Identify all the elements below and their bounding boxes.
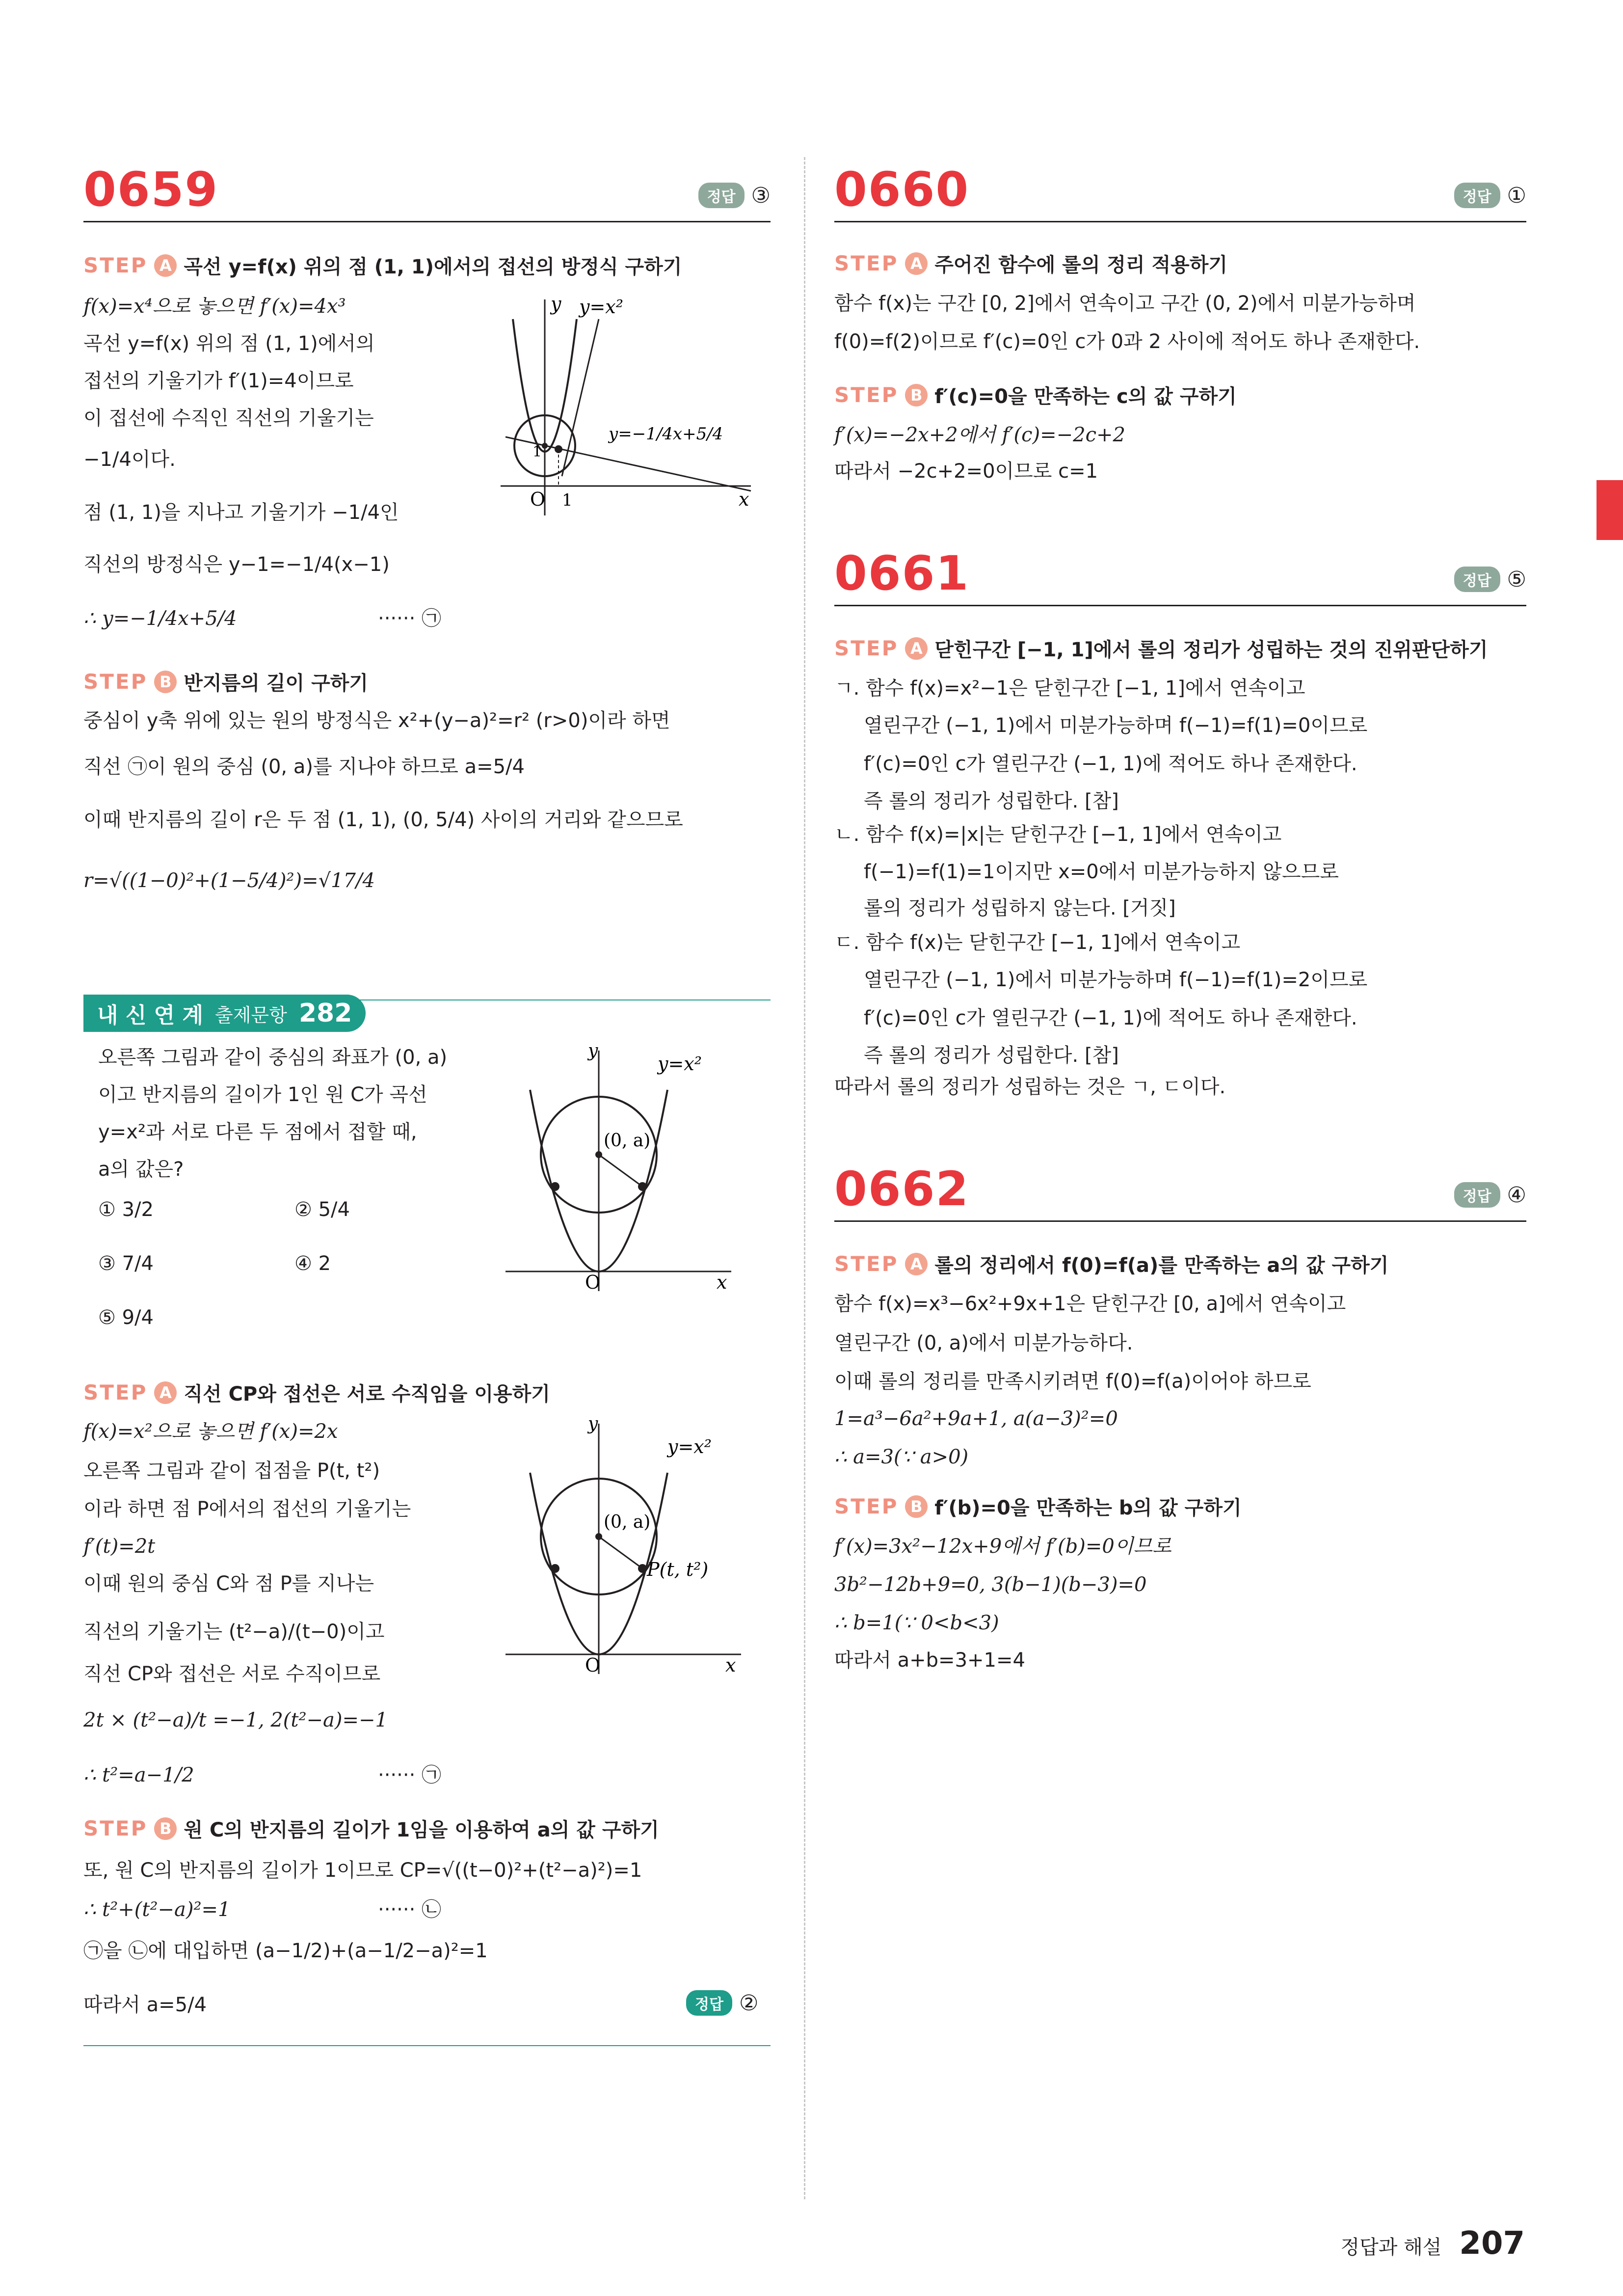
column-divider bbox=[804, 157, 805, 2199]
origin-label: O bbox=[585, 1654, 601, 1676]
text-line: 직선 ㉠이 원의 중심 (0, a)를 지나야 하므로 a=5/4 bbox=[83, 756, 525, 778]
step-b-heading bbox=[83, 1814, 659, 1842]
step-b-heading bbox=[83, 668, 368, 696]
step-b-heading bbox=[834, 1492, 1242, 1520]
text-line: 열린구간 (−1, 1)에서 미분가능하며 f(−1)=f(1)=0이므로 bbox=[864, 714, 1368, 737]
step-word: STEP bbox=[83, 1816, 148, 1840]
text-line: 이 접선에 수직인 직선의 기울기는 bbox=[83, 407, 374, 430]
text-line: 직선의 기울기는 (t²−a)/(t−0)이고 bbox=[83, 1621, 385, 1643]
header-rule bbox=[834, 1220, 1526, 1222]
step-word: STEP bbox=[834, 1494, 899, 1518]
answer-value: ① bbox=[1507, 183, 1526, 208]
step-letter: A bbox=[905, 1253, 928, 1275]
answer-label: 정답 bbox=[698, 183, 745, 208]
problem-header bbox=[834, 546, 1526, 605]
step-a-heading bbox=[83, 1378, 550, 1406]
choice-1[interactable]: ① 3/2 bbox=[98, 1198, 154, 1221]
step-letter: B bbox=[905, 1495, 928, 1518]
step-title: f′(b)=0을 만족하는 b의 값 구하기 bbox=[934, 1497, 1242, 1519]
step-title: 곡선 y=f(x) 위의 점 (1, 1)에서의 접선의 방정식 구하기 bbox=[184, 256, 682, 278]
answer-box bbox=[1454, 183, 1526, 208]
section-end-rule bbox=[83, 2045, 771, 2046]
equation-line: ∴ t²+(t²−a)²=1 bbox=[83, 1898, 231, 1921]
step-letter: B bbox=[154, 671, 177, 693]
line-label: y=−1/4x+5/4 bbox=[609, 424, 723, 444]
text-line: f′(t)=2t bbox=[83, 1535, 156, 1558]
equation-tag: ······ ㉡ bbox=[378, 1898, 442, 1921]
equation-line: ∴ t²=a−1/2 bbox=[83, 1764, 194, 1786]
footer-label: 정답과 해설 bbox=[1340, 2236, 1442, 2259]
equation-line: f′(x)=−2x+2에서 f′(c)=−2c+2 bbox=[834, 424, 1126, 446]
answer-label: 정답 bbox=[1454, 567, 1500, 592]
y-axis-label: y bbox=[551, 293, 561, 315]
x-axis-label: x bbox=[739, 488, 749, 510]
step-title: 주어진 함수에 롤의 정리 적용하기 bbox=[934, 254, 1228, 276]
x-axis-label: x bbox=[717, 1271, 727, 1293]
text-line: 즉 롤의 정리가 성립한다. [참] bbox=[864, 790, 1119, 812]
text-line: −1/4이다. bbox=[83, 448, 176, 471]
step-word: STEP bbox=[83, 670, 148, 694]
header-rule bbox=[834, 221, 1526, 222]
banner-number: 282 bbox=[298, 999, 352, 1028]
text-line: 중심이 y축 위에 있는 원의 방정식은 x²+(y−a)²=r² (r>0)이라 하면 bbox=[83, 709, 670, 732]
answer-value: ⑤ bbox=[1507, 567, 1526, 592]
answer-label: 정답 bbox=[1454, 1182, 1500, 1208]
equation-line: f′(x)=3x²−12x+9에서 f′(b)=0이므로 bbox=[834, 1535, 1171, 1558]
y-axis-label: y bbox=[588, 1414, 598, 1434]
question-line: a의 값은? bbox=[98, 1158, 184, 1181]
point-label: P(t, t²) bbox=[647, 1559, 709, 1580]
text-line: 따라서 a+b=3+1=4 bbox=[834, 1649, 1025, 1672]
banner-title: 내 신 연 계 bbox=[97, 1003, 203, 1028]
step-a-heading bbox=[834, 1250, 1388, 1278]
banner-subtitle: 출제문항 bbox=[214, 1004, 287, 1026]
equation-line: 2t × (t²−a)/t =−1, 2(t²−a)=−1 bbox=[83, 1709, 388, 1731]
choice-4[interactable]: ④ 2 bbox=[294, 1252, 331, 1275]
equation-line: ∴ b=1(∵ 0<b<3) bbox=[834, 1612, 999, 1634]
origin-label: O bbox=[585, 1271, 601, 1293]
question-line: 오른쪽 그림과 같이 중심의 좌표가 (0, a) bbox=[98, 1046, 448, 1069]
answer-box bbox=[686, 1990, 758, 2016]
text-line: f(0)=f(2)이므로 f′(c)=0인 c가 0과 2 사이에 적어도 하나 존재한다. bbox=[834, 330, 1420, 353]
text-line: f′(c)=0인 c가 열린구간 (−1, 1)에 적어도 하나 존재한다. bbox=[864, 753, 1357, 775]
question-line: y=x²과 서로 다른 두 점에서 접할 때, bbox=[98, 1121, 417, 1143]
tick-y-label: 1 bbox=[532, 443, 542, 460]
step-letter: A bbox=[905, 252, 928, 275]
equation-tag: ······ ㉠ bbox=[378, 1764, 442, 1786]
answer-box bbox=[1454, 1182, 1526, 1208]
answer-label: 정답 bbox=[1454, 183, 1500, 208]
step-word: STEP bbox=[834, 383, 899, 407]
equation-tag: ······ ㉠ bbox=[378, 607, 442, 630]
step-b-heading bbox=[834, 381, 1237, 409]
answer-label: 정답 bbox=[686, 1990, 732, 2016]
answer-value: ④ bbox=[1507, 1182, 1526, 1208]
curve-label: y=x² bbox=[667, 1436, 712, 1458]
text-line: 열린구간 (0, a)에서 미분가능하다. bbox=[834, 1332, 1133, 1354]
answer-box bbox=[1454, 567, 1526, 592]
problem-number: 0662 bbox=[834, 1162, 970, 1216]
choice-2[interactable]: ② 5/4 bbox=[294, 1198, 350, 1221]
naesin-banner bbox=[83, 995, 366, 1032]
tick-x-label: 1 bbox=[562, 490, 573, 510]
text-line: ㄷ. 함수 f(x)는 닫힌구간 [−1, 1]에서 연속이고 bbox=[834, 931, 1241, 954]
text-line: 이라 하면 점 P에서의 접선의 기울기는 bbox=[83, 1498, 411, 1520]
header-rule bbox=[834, 605, 1526, 606]
problem-header bbox=[834, 162, 1526, 221]
text-line: ㄴ. 함수 f(x)=|x|는 닫힌구간 [−1, 1]에서 연속이고 bbox=[834, 823, 1282, 846]
step-a-heading bbox=[834, 249, 1227, 277]
curve-label: y=x² bbox=[658, 1053, 702, 1075]
page-footer bbox=[1340, 2225, 1525, 2262]
text-line: 직선 CP와 접선은 서로 수직이므로 bbox=[83, 1663, 381, 1685]
step-letter: B bbox=[154, 1817, 177, 1840]
equation-line: ∴ a=3(∵ a>0) bbox=[834, 1446, 969, 1468]
text-line: 함수 f(x)=x³−6x²+9x+1은 닫힌구간 [0, a]에서 연속이고 bbox=[834, 1293, 1346, 1315]
text-line: 따라서 a=5/4 bbox=[83, 1994, 207, 2016]
step-title: 원 C의 반지름의 길이가 1임을 이용하여 a의 값 구하기 bbox=[184, 1819, 659, 1841]
x-axis-label: x bbox=[725, 1654, 736, 1676]
text-line: 따라서 롤의 정리가 성립하는 것은 ㄱ, ㄷ이다. bbox=[834, 1076, 1226, 1098]
tangent-graph bbox=[486, 290, 761, 520]
text-line: 이때 원의 중심 C와 점 P를 지나는 bbox=[83, 1572, 374, 1595]
y-axis-label: y bbox=[588, 1041, 598, 1061]
text-line: 이때 롤의 정리를 만족시키려면 f(0)=f(a)이어야 하므로 bbox=[834, 1370, 1311, 1393]
answer-value: ② bbox=[739, 1990, 759, 2016]
step-word: STEP bbox=[83, 253, 148, 277]
equation-line: 3b²−12b+9=0, 3(b−1)(b−3)=0 bbox=[834, 1573, 1147, 1596]
choice-5[interactable]: ⑤ 9/4 bbox=[98, 1306, 154, 1329]
text-line: 이때 반지름의 길이 r은 두 점 (1, 1), (0, 5/4) 사이의 거리와 같으므로 bbox=[83, 809, 683, 831]
text-line: 점 (1, 1)을 지나고 기울기가 −1/4인 bbox=[83, 501, 399, 524]
text-line: 오른쪽 그림과 같이 접점을 P(t, t²) bbox=[83, 1459, 380, 1482]
step-title: 롤의 정리에서 f(0)=f(a)를 만족하는 a의 값 구하기 bbox=[934, 1254, 1389, 1277]
problem-number: 0659 bbox=[83, 162, 219, 217]
answer-value: ③ bbox=[751, 183, 771, 208]
step-letter: A bbox=[905, 637, 928, 660]
step-a-heading bbox=[83, 251, 682, 279]
text-line: 또, 원 C의 반지름의 길이가 1이므로 CP=√((t−0)²+(t²−a)²)=1 bbox=[83, 1859, 642, 1882]
equation-line: 1=a³−6a²+9a+1, a(a−3)²=0 bbox=[834, 1407, 1118, 1430]
step-word: STEP bbox=[834, 636, 899, 660]
chapter-tab bbox=[1596, 480, 1623, 540]
step-letter: A bbox=[154, 254, 177, 277]
problem-header bbox=[83, 162, 771, 221]
problem-number: 0660 bbox=[834, 162, 970, 217]
problem-number: 0661 bbox=[834, 546, 970, 601]
text-line: 곡선 y=f(x) 위의 점 (1, 1)에서의 bbox=[83, 332, 375, 355]
text-line: f(x)=x²으로 놓으면 f′(x)=2x bbox=[83, 1420, 338, 1443]
step-word: STEP bbox=[83, 1380, 148, 1405]
text-line: 함수 f(x)는 구간 [0, 2]에서 연속이고 구간 (0, 2)에서 미분가능하며 bbox=[834, 292, 1416, 315]
step-title: f′(c)=0을 만족하는 c의 값 구하기 bbox=[934, 385, 1237, 408]
header-rule bbox=[83, 221, 771, 222]
choice-3[interactable]: ③ 7/4 bbox=[98, 1252, 154, 1275]
text-line: f(x)=x⁴으로 놓으면 f′(x)=4x³ bbox=[83, 295, 346, 318]
text-line: f′(c)=0인 c가 열린구간 (−1, 1)에 적어도 하나 존재한다. bbox=[864, 1007, 1357, 1029]
text-line: 즉 롤의 정리가 성립한다. [참] bbox=[864, 1044, 1119, 1067]
text-line: 롤의 정리가 성립하지 않는다. [거짓] bbox=[864, 897, 1176, 919]
step-letter: A bbox=[154, 1381, 177, 1404]
tangent-point-graph bbox=[501, 1414, 775, 1679]
curve-label: y=x² bbox=[579, 296, 623, 318]
center-label: (0, a) bbox=[604, 1512, 651, 1532]
step-title: 반지름의 길이 구하기 bbox=[184, 672, 368, 695]
text-line: ㄱ. 함수 f(x)=x²−1은 닫힌구간 [−1, 1]에서 연속이고 bbox=[834, 677, 1305, 700]
answer-box bbox=[698, 183, 771, 208]
step-word: STEP bbox=[834, 1252, 899, 1276]
text-line: f(−1)=f(1)=1이지만 x=0에서 미분가능하지 않으므로 bbox=[864, 861, 1339, 883]
text-line: ㉠을 ㉡에 대입하면 (a−1/2)+(a−1/2−a)²=1 bbox=[83, 1940, 488, 1962]
step-title: 직선 CP와 접선은 서로 수직임을 이용하기 bbox=[184, 1383, 550, 1405]
question-line: 이고 반지름의 길이가 1인 원 C가 곡선 bbox=[98, 1083, 427, 1106]
step-letter: B bbox=[905, 384, 928, 406]
equation-line: r=√((1−0)²+(1−5/4)²)=√17/4 bbox=[83, 869, 375, 892]
equation-line: ∴ y=−1/4x+5/4 bbox=[83, 607, 237, 630]
circle-parabola-graph bbox=[501, 1041, 756, 1296]
text-line: 열린구간 (−1, 1)에서 미분가능하며 f(−1)=f(1)=2이므로 bbox=[864, 969, 1368, 991]
center-label: (0, a) bbox=[604, 1131, 651, 1151]
text-line: 접선의 기울기가 f′(1)=4이므로 bbox=[83, 370, 354, 392]
text-line: 따라서 −2c+2=0이므로 c=1 bbox=[834, 460, 1098, 483]
text-line: 직선의 방정식은 y−1=−1/4(x−1) bbox=[83, 553, 390, 576]
step-title: 닫힌구간 [−1, 1]에서 롤의 정리가 성립하는 것의 진위판단하기 bbox=[934, 639, 1488, 661]
step-word: STEP bbox=[834, 251, 899, 275]
step-a-heading bbox=[834, 634, 1488, 662]
page-number: 207 bbox=[1459, 2225, 1525, 2262]
problem-header bbox=[834, 1162, 1526, 1220]
origin-label: O bbox=[530, 488, 546, 510]
